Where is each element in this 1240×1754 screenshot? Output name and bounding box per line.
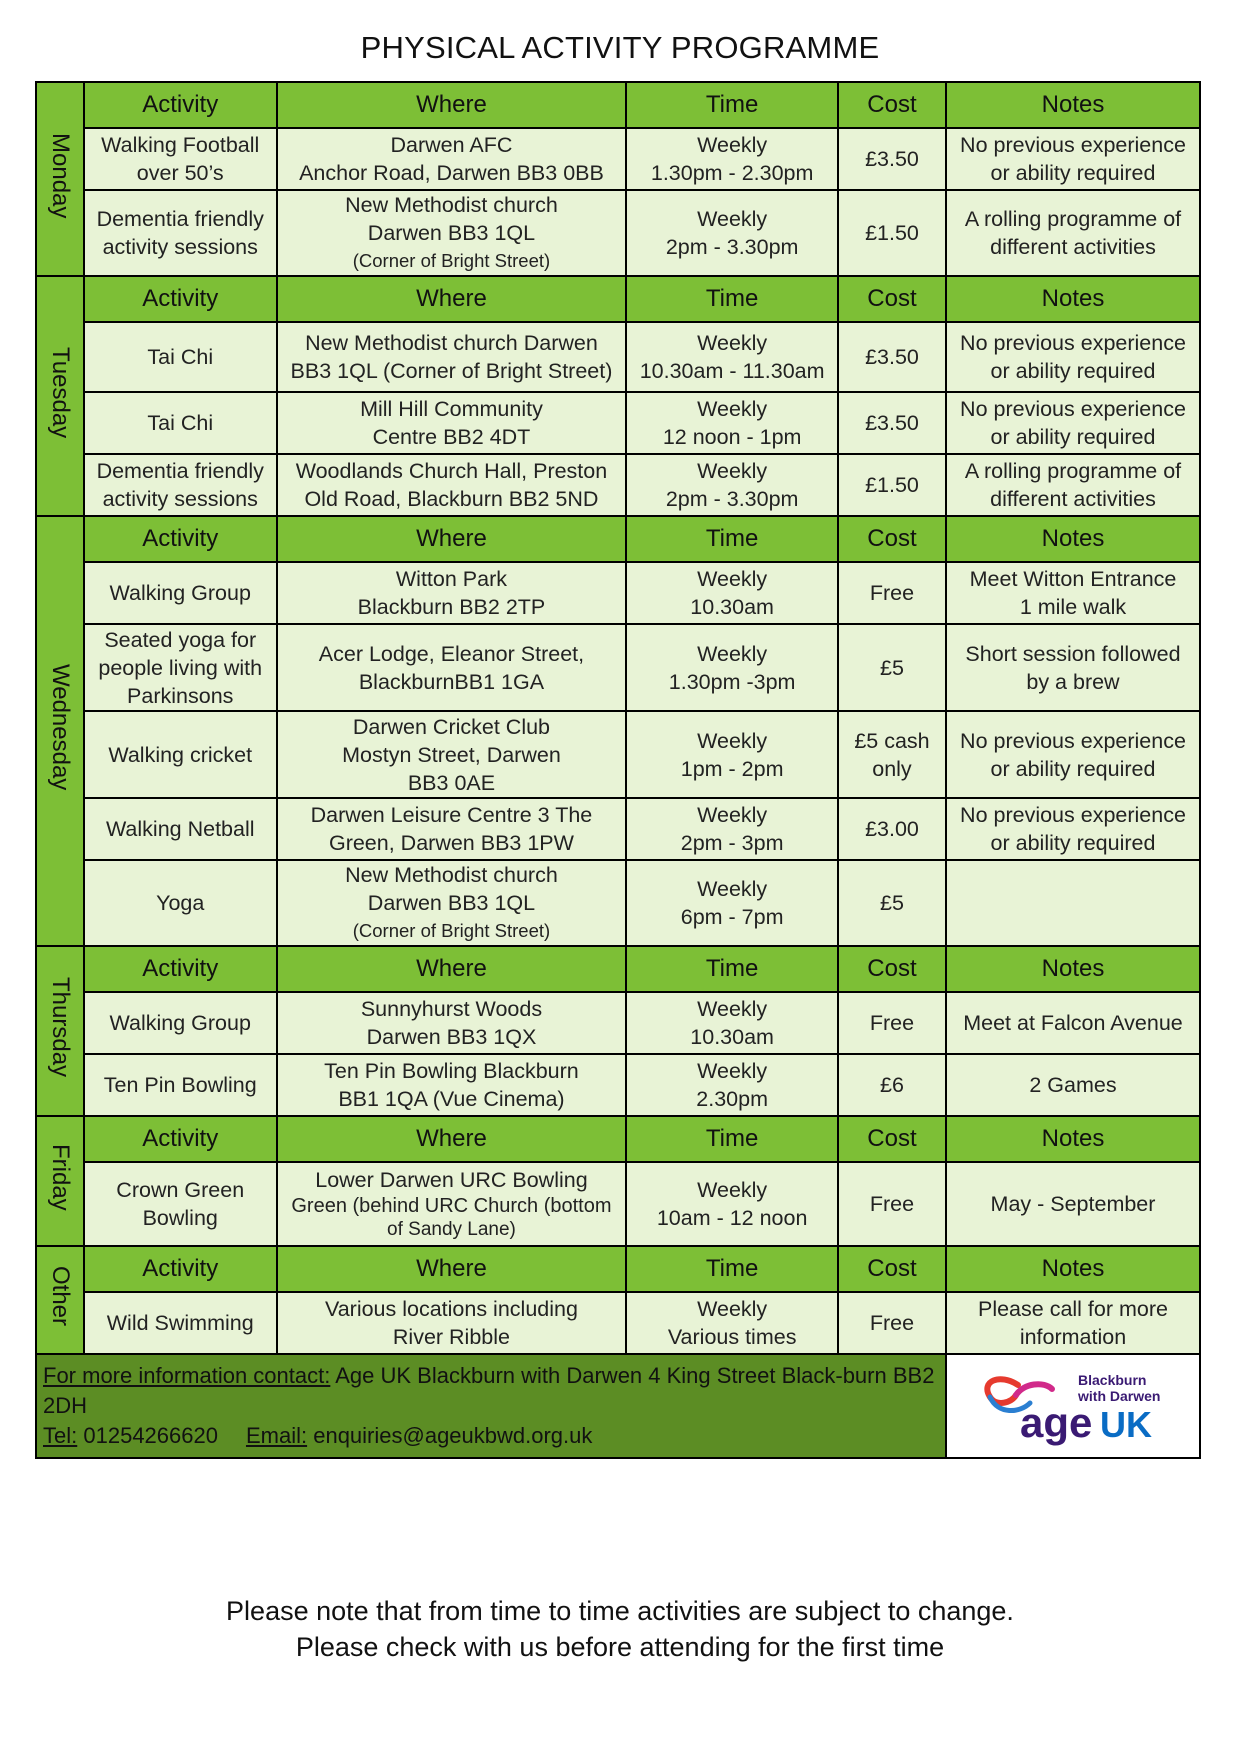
cell-where xyxy=(277,190,627,276)
notes-line: Please call for more xyxy=(977,1297,1168,1321)
cell-cost xyxy=(838,992,946,1054)
cell-cost xyxy=(838,392,946,454)
cell-activity xyxy=(84,454,277,516)
cost-line: £3.00 xyxy=(865,817,919,841)
cell-cost xyxy=(838,1054,946,1116)
cell-notes xyxy=(946,322,1200,392)
cell-cost xyxy=(838,1292,946,1354)
cell-cost xyxy=(838,798,946,860)
email-label: Email: xyxy=(245,1423,308,1448)
footer-row xyxy=(36,1354,1200,1458)
cell-cost xyxy=(838,860,946,946)
table-row xyxy=(36,1162,1200,1246)
time-line: 10am - 12 noon xyxy=(656,1206,808,1230)
table-row xyxy=(36,1292,1200,1354)
where-line: Darwen BB3 1QL xyxy=(367,221,536,245)
time-line: Weekly xyxy=(697,877,768,901)
activity-line: activity sessions xyxy=(102,235,258,259)
time-line: Weekly xyxy=(697,728,768,753)
activity-line: Dementia friendly xyxy=(96,207,264,231)
time-line: 2pm - 3pm xyxy=(680,831,784,855)
cell-where xyxy=(277,798,627,860)
time-line: Weekly xyxy=(697,331,768,355)
cost-line: £6 xyxy=(880,1073,904,1097)
day-name: Monday xyxy=(46,132,74,219)
activity-line: Walking Group xyxy=(109,1011,251,1035)
cell-time xyxy=(626,711,838,798)
cell-where xyxy=(277,128,627,190)
activity-table xyxy=(35,81,1201,1459)
where-line: River Ribble xyxy=(392,1325,510,1349)
cell-where xyxy=(277,992,627,1054)
where-line: Various locations including xyxy=(324,1297,578,1321)
cost-line: Free xyxy=(869,1311,915,1335)
cell-where xyxy=(277,392,627,454)
header-row xyxy=(36,1246,1200,1292)
cell-activity xyxy=(84,562,277,624)
table-row xyxy=(36,128,1200,190)
cell-activity xyxy=(84,798,277,860)
where-line: Sunnyhurst Woods xyxy=(360,997,543,1021)
notes-line: No previous experience xyxy=(960,397,1186,421)
column-header-time: Time xyxy=(626,82,838,128)
cell-where xyxy=(277,860,627,946)
cell-time xyxy=(626,1054,838,1116)
day-name: Thursday xyxy=(46,977,74,1078)
column-header-time: Time xyxy=(626,276,838,322)
notes-line: information xyxy=(1019,1325,1127,1349)
notes-line: No previous experience xyxy=(960,803,1186,827)
cell-notes xyxy=(946,992,1200,1054)
tel-label: Tel: xyxy=(43,1423,78,1448)
table-row xyxy=(36,992,1200,1054)
column-header-activity: Activity xyxy=(84,516,277,562)
column-header-activity: Activity xyxy=(84,1246,277,1292)
table-row xyxy=(36,711,1200,798)
table-row xyxy=(36,392,1200,454)
table-row xyxy=(36,798,1200,860)
notes-line: Short session followed xyxy=(965,641,1181,666)
time-line: Weekly xyxy=(697,641,768,666)
cell-time xyxy=(626,1162,838,1246)
column-header-activity: Activity xyxy=(84,276,277,322)
contact-phone-email xyxy=(43,1421,939,1451)
time-line: 6pm - 7pm xyxy=(680,905,784,929)
cell-where xyxy=(277,1292,627,1354)
cell-activity xyxy=(84,190,277,276)
time-line: Weekly xyxy=(697,567,768,591)
cell-time xyxy=(626,992,838,1054)
cell-notes xyxy=(946,1162,1200,1246)
where-line: Acer Lodge, Eleanor Street, xyxy=(318,641,585,666)
time-line: 12 noon - 1pm xyxy=(662,425,802,449)
activity-line: Yoga xyxy=(156,891,205,915)
time-line: 2pm - 3.30pm xyxy=(665,235,799,259)
table-row xyxy=(36,624,1200,711)
activity-line: over 50’s xyxy=(136,161,224,185)
notes-line: 1 mile walk xyxy=(1019,595,1127,619)
time-line: Weekly xyxy=(697,1059,768,1083)
where-note: of Sandy Lane) xyxy=(387,1219,516,1240)
where-note: (Corner of Bright Street) xyxy=(352,250,551,271)
cell-activity xyxy=(84,128,277,190)
notes-line: No previous experience xyxy=(960,133,1186,157)
activity-line: Dementia friendly xyxy=(96,459,264,483)
logo-line2: with Darwen xyxy=(1077,1387,1161,1404)
notes-line: Meet at Falcon Avenue xyxy=(963,1011,1183,1035)
notes-line: or ability required xyxy=(990,161,1156,185)
where-line: BlackburnBB1 1GA xyxy=(358,669,545,694)
notes-line: or ability required xyxy=(990,756,1156,781)
cell-cost xyxy=(838,128,946,190)
day-name: Friday xyxy=(46,1144,74,1211)
notes-line: A rolling programme of xyxy=(964,207,1182,231)
day-label xyxy=(36,1246,84,1354)
cell-notes xyxy=(946,190,1200,276)
cell-activity xyxy=(84,860,277,946)
where-line: Old Road, Blackburn BB2 5ND xyxy=(304,487,599,511)
notice-line: Please check with us before attending for the first time xyxy=(295,1632,945,1662)
cost-line: £5 xyxy=(880,891,904,915)
logo-uk: UK xyxy=(1099,1403,1152,1445)
day-label xyxy=(36,82,84,276)
where-line: Woodlands Church Hall, Preston xyxy=(295,459,608,483)
cell-where xyxy=(277,1054,627,1116)
activity-line: Tai Chi xyxy=(147,345,214,369)
cost-line: £3.50 xyxy=(865,147,919,171)
day-label xyxy=(36,516,84,946)
cost-line: Free xyxy=(869,581,915,605)
cell-where xyxy=(277,322,627,392)
cost-line: Free xyxy=(869,1011,915,1035)
where-line: Darwen AFC xyxy=(390,133,513,157)
column-header-where: Where xyxy=(277,1116,627,1162)
column-header-activity: Activity xyxy=(84,946,277,992)
cell-activity xyxy=(84,392,277,454)
cell-notes xyxy=(946,392,1200,454)
cell-time xyxy=(626,454,838,516)
cost-line: Free xyxy=(869,1192,915,1216)
cell-cost xyxy=(838,190,946,276)
activity-line: Parkinsons xyxy=(127,683,234,708)
cell-where xyxy=(277,562,627,624)
column-header-where: Where xyxy=(277,516,627,562)
activity-line: Wild Swimming xyxy=(106,1311,254,1335)
table-row xyxy=(36,860,1200,946)
contact-text: Age UK Blackburn with Darwen 4 King Street Black-burn BB2 2DH xyxy=(43,1363,935,1418)
header-row xyxy=(36,82,1200,128)
header-row xyxy=(36,946,1200,992)
header-row xyxy=(36,516,1200,562)
where-line: Anchor Road, Darwen BB3 0BB xyxy=(299,161,604,185)
cell-notes xyxy=(946,128,1200,190)
time-line: 10.30am xyxy=(690,595,774,619)
cell-time xyxy=(626,322,838,392)
where-line: Centre BB2 4DT xyxy=(372,425,531,449)
notes-line: No previous experience xyxy=(960,331,1186,355)
cell-notes xyxy=(946,624,1200,711)
where-line: Darwen Cricket Club xyxy=(352,714,551,739)
where-line: Blackburn BB2 2TP xyxy=(357,595,546,619)
cell-notes xyxy=(946,711,1200,798)
cell-activity xyxy=(84,322,277,392)
cell-time xyxy=(626,562,838,624)
cost-line: £3.50 xyxy=(865,345,919,369)
logo-cell xyxy=(946,1354,1200,1458)
time-line: 10.30am - 11.30am xyxy=(639,359,825,383)
cost-line: £3.50 xyxy=(865,411,919,435)
notes-line: 2 Games xyxy=(1029,1073,1117,1097)
cell-time xyxy=(626,190,838,276)
time-line: 1pm - 2pm xyxy=(680,756,784,781)
where-line: BB3 1QL (Corner of Bright Street) xyxy=(290,359,613,383)
column-header-notes: Notes xyxy=(946,516,1200,562)
column-header-notes: Notes xyxy=(946,1246,1200,1292)
cell-activity xyxy=(84,992,277,1054)
column-header-cost: Cost xyxy=(838,276,946,322)
column-header-notes: Notes xyxy=(946,82,1200,128)
activity-line: Walking Group xyxy=(109,581,251,605)
where-line: Lower Darwen URC Bowling xyxy=(315,1168,588,1192)
column-header-activity: Activity xyxy=(84,1116,277,1162)
logo-age: age xyxy=(1019,1398,1093,1446)
activity-line: Walking Football xyxy=(101,133,260,157)
time-line: Weekly xyxy=(697,1297,768,1321)
column-header-cost: Cost xyxy=(838,946,946,992)
column-header-where: Where xyxy=(277,1246,627,1292)
cell-activity xyxy=(84,624,277,711)
notes-line: or ability required xyxy=(990,359,1156,383)
notice xyxy=(0,1593,1240,1665)
time-line: Weekly xyxy=(697,803,768,827)
where-line: Mill Hill Community xyxy=(360,397,543,421)
cost-line: £5 cash xyxy=(854,728,930,753)
cell-cost xyxy=(838,711,946,798)
cell-time xyxy=(626,392,838,454)
where-line: Darwen BB3 1QL xyxy=(367,891,536,915)
column-header-time: Time xyxy=(626,1116,838,1162)
where-note: (Corner of Bright Street) xyxy=(352,920,551,941)
cell-activity xyxy=(84,1292,277,1354)
cell-notes xyxy=(946,1054,1200,1116)
column-header-time: Time xyxy=(626,516,838,562)
activity-line: Walking cricket xyxy=(108,742,253,767)
time-line: 10.30am xyxy=(690,1025,774,1049)
notes-line: different activities xyxy=(990,235,1156,259)
day-label xyxy=(36,1116,84,1246)
logo-line1: Blackburn xyxy=(1077,1371,1147,1388)
column-header-where: Where xyxy=(277,946,627,992)
column-header-notes: Notes xyxy=(946,276,1200,322)
cell-time xyxy=(626,860,838,946)
cost-line: £5 xyxy=(880,655,904,680)
where-line: New Methodist church xyxy=(345,193,558,217)
column-header-time: Time xyxy=(626,946,838,992)
time-line: Weekly xyxy=(697,997,768,1021)
cost-line: £1.50 xyxy=(865,473,919,497)
time-line: 1.30pm -3pm xyxy=(668,669,796,694)
table-row xyxy=(36,322,1200,392)
where-line: Darwen Leisure Centre 3 The xyxy=(310,803,593,827)
activity-line: Tai Chi xyxy=(147,411,214,435)
day-label xyxy=(36,946,84,1116)
column-header-notes: Notes xyxy=(946,1116,1200,1162)
cell-where xyxy=(277,1162,627,1246)
where-line: New Methodist church Darwen xyxy=(305,331,598,355)
activity-line: Crown Green xyxy=(116,1178,245,1202)
notes-line: A rolling programme of xyxy=(964,459,1182,483)
where-line: BB3 0AE xyxy=(407,770,496,795)
notes-line: by a brew xyxy=(1026,669,1120,694)
time-line: Weekly xyxy=(697,397,768,421)
column-header-where: Where xyxy=(277,276,627,322)
where-line: Witton Park xyxy=(395,567,508,591)
activity-line: activity sessions xyxy=(102,487,258,511)
where-line: BB1 1QA (Vue Cinema) xyxy=(338,1087,565,1111)
activity-line: people living with xyxy=(98,655,263,680)
cell-time xyxy=(626,624,838,711)
notes-line: May - September xyxy=(990,1192,1156,1216)
page-title: PHYSICAL ACTIVITY PROGRAMME xyxy=(360,30,880,65)
time-line: 1.30pm - 2.30pm xyxy=(650,161,814,185)
column-header-cost: Cost xyxy=(838,516,946,562)
age-uk-logo xyxy=(960,1359,1186,1447)
cost-line: £1.50 xyxy=(865,221,919,245)
contact-label: For more information contact: xyxy=(43,1363,331,1388)
contact-info xyxy=(36,1354,946,1458)
cell-time xyxy=(626,1292,838,1354)
cell-cost xyxy=(838,562,946,624)
notes-line: Meet Witton Entrance xyxy=(969,567,1177,591)
where-line: Mostyn Street, Darwen xyxy=(342,742,561,767)
time-line: Weekly xyxy=(697,207,768,231)
time-line: 2.30pm xyxy=(696,1087,768,1111)
column-header-cost: Cost xyxy=(838,1116,946,1162)
email-address[interactable]: enquiries@ageukbwd.org.uk xyxy=(313,1423,593,1448)
column-header-activity: Activity xyxy=(84,82,277,128)
notes-line: No previous experience xyxy=(960,728,1186,753)
table-row xyxy=(36,190,1200,276)
cell-notes xyxy=(946,798,1200,860)
notice-line: Please note that from time to time activities are subject to change. xyxy=(226,1596,1014,1626)
cell-notes xyxy=(946,1292,1200,1354)
tel-number[interactable]: 01254266620 xyxy=(83,1423,218,1448)
notes-line: or ability required xyxy=(990,831,1156,855)
day-name: Other xyxy=(46,1266,74,1327)
activity-line: Seated yoga for xyxy=(104,627,257,652)
column-header-cost: Cost xyxy=(838,82,946,128)
contact-address xyxy=(43,1361,939,1421)
day-name: Wednesday xyxy=(46,664,74,791)
table-row xyxy=(36,1054,1200,1116)
cell-cost xyxy=(838,1162,946,1246)
header-row xyxy=(36,1116,1200,1162)
cell-cost xyxy=(838,322,946,392)
where-line: New Methodist church xyxy=(345,863,558,887)
cell-where xyxy=(277,624,627,711)
time-line: Weekly xyxy=(697,459,768,483)
table-row xyxy=(36,454,1200,516)
cell-cost xyxy=(838,624,946,711)
column-header-where: Where xyxy=(277,82,627,128)
time-line: Weekly xyxy=(697,133,768,157)
notes-line: or ability required xyxy=(990,425,1156,449)
activity-line: Walking Netball xyxy=(105,817,255,841)
cell-time xyxy=(626,128,838,190)
cell-notes xyxy=(946,454,1200,516)
cell-cost xyxy=(838,454,946,516)
time-line: 2pm - 3.30pm xyxy=(665,487,799,511)
header-row xyxy=(36,276,1200,322)
day-label xyxy=(36,276,84,516)
notes-line: different activities xyxy=(990,487,1156,511)
where-line: Ten Pin Bowling Blackburn xyxy=(324,1059,579,1083)
where-line: Darwen BB3 1QX xyxy=(366,1025,537,1049)
cell-activity xyxy=(84,711,277,798)
time-line: Weekly xyxy=(697,1178,768,1202)
cell-activity xyxy=(84,1054,277,1116)
cell-notes xyxy=(946,860,1200,946)
cell-time xyxy=(626,798,838,860)
cell-where xyxy=(277,454,627,516)
activity-line: Ten Pin Bowling xyxy=(103,1073,257,1097)
table-row xyxy=(36,562,1200,624)
cell-activity xyxy=(84,1162,277,1246)
cost-line: only xyxy=(872,756,912,781)
activity-line: Bowling xyxy=(142,1206,218,1230)
column-header-notes: Notes xyxy=(946,946,1200,992)
where-line: Green, Darwen BB3 1PW xyxy=(328,831,574,855)
column-header-cost: Cost xyxy=(838,1246,946,1292)
time-line: Various times xyxy=(667,1325,797,1349)
cell-where xyxy=(277,711,627,798)
day-name: Tuesday xyxy=(46,346,74,439)
logo-swirl-pink xyxy=(1016,1384,1052,1395)
cell-notes xyxy=(946,562,1200,624)
where-note: Green (behind URC Church (bottom xyxy=(291,1195,612,1217)
column-header-time: Time xyxy=(626,1246,838,1292)
